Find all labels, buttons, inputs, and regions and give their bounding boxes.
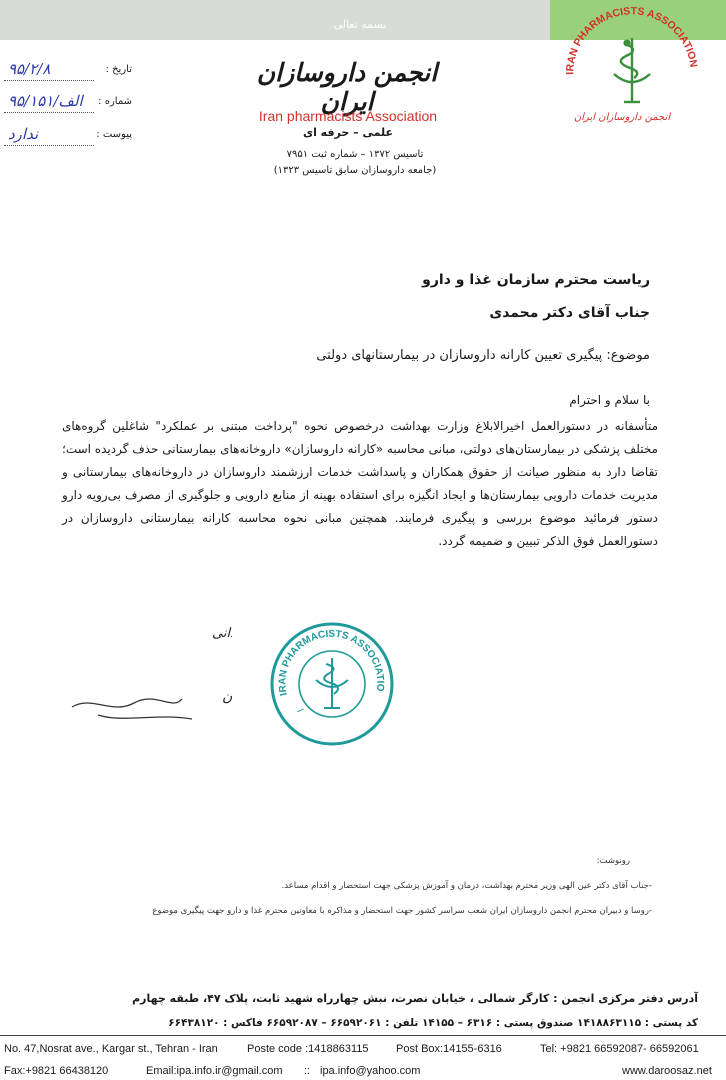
signature-title: ن bbox=[222, 689, 232, 705]
official-seal bbox=[268, 618, 396, 750]
seal-text-fa: ا bbox=[294, 706, 304, 715]
association-logo bbox=[552, 4, 722, 124]
date-label: تاریخ : bbox=[105, 64, 132, 75]
association-name-en: Iran pharmacists Association bbox=[258, 108, 438, 124]
footer-en-row-1 bbox=[0, 1043, 726, 1061]
association-established: تاسیس ۱۳۷۲ – شماره ثبت ۷۹۵۱ bbox=[286, 149, 424, 160]
attachment-line bbox=[4, 145, 94, 146]
footer-fax-en: Fax:+9821 66438120 bbox=[4, 1065, 109, 1077]
logo-graphic bbox=[552, 4, 722, 124]
number-label: شماره : bbox=[98, 96, 132, 107]
recipient-line-2: جناب آقای دکتر محمدی bbox=[489, 305, 650, 321]
date-value: ۹۵/۲/۸ bbox=[8, 60, 51, 78]
recipient-line-1: ریاست محترم سازمان غذا و دارو bbox=[422, 272, 650, 288]
association-subtitle: علمی – حرفه ای bbox=[303, 126, 393, 139]
logo-text-fa: انجمن داروسازان ایران bbox=[573, 112, 671, 123]
seal-graphic bbox=[268, 618, 396, 750]
meta-number bbox=[4, 94, 132, 116]
letter-subject: موضوع: پیگیری تعیین کارانه داروسازان در بیمارستانهای دولتی bbox=[316, 348, 650, 363]
bismillah-text: بسمه تعالی bbox=[333, 18, 387, 31]
footer-contact-fa: کد پستی : ۱۴۱۸۸۶۳۱۱۵ صندوق پستی : ۶۳۱۶ – ۱۴۱۵۵ تلفن : ۶۶۵۹۲۰۶۱ – ۶۶۵۹۲۰۸۷ فاکس : ۶۶۴۳۸۱۲۰ bbox=[168, 1017, 698, 1029]
signature-scribble bbox=[72, 699, 192, 719]
seal-text-en: IRAN PHARMACISTS ASSOCIATIO bbox=[277, 628, 386, 697]
number-line bbox=[4, 112, 94, 113]
signature-graphic bbox=[62, 615, 232, 750]
signature bbox=[62, 615, 232, 750]
footer-en-row-2 bbox=[0, 1065, 726, 1080]
meta-attachment bbox=[4, 127, 132, 149]
caduceus-bowl-icon bbox=[614, 38, 650, 102]
logo-text-en: IRAN PHARMACISTS ASSOCIATION bbox=[564, 5, 700, 75]
attachment-label: پیوست : bbox=[96, 129, 132, 140]
caduceus-bowl-icon bbox=[316, 658, 348, 708]
letter-body: متأسفانه در دستورالعمل اخیرالابلاغ وزارت بهداشت درخصوص نحوه "پرداخت مبتنی بر عملکرد" شاغلین گروه‌های مختلف پزشکی در بیمارستان‌های دولتی، مبانی محاسبه «کارانه داروسازان» داروخانه‌های بیمارستانی حذف گردیده است؛ تقاضا دارد به منظور صیانت از حقوق همکاران و پاسداشت خدمات ارزشمند داروسازان در داروخانه‌های بیمارستانی و مدیریت خدمات دارویی بیمارستان‌ها و ایجاد انگیزه برای استفاده بهینه از منابع دارویی و جلوگیری از مصرف بی‌رویه دارو دستور فرمائید موضوع بررسی و پیگیری فرمایند. همچنین مبانی نحوه محاسبه کارانه بیمارستانی داروسازان در دستورالعمل فوق الذکر تبیین و ضمیمه گردد. bbox=[62, 419, 658, 548]
footer-postcode-en: Poste code :1418863115 bbox=[247, 1043, 369, 1055]
association-former-name: (جامعه داروسازان سابق تاسیس ۱۳۲۳) bbox=[273, 165, 437, 176]
footer-address-fa: آدرس دفتر مرکزی انجمن : کارگر شمالی ، خیابان نصرت، نبش چهارراه شهید ثابت، پلاک ۴۷، طبقه چهارم bbox=[132, 992, 698, 1005]
footer-email-1[interactable]: Email:ipa.info.ir@gmail.com bbox=[146, 1065, 283, 1077]
association-name-fa: انجمن داروسازان ایران bbox=[256, 58, 438, 116]
footer-divider bbox=[0, 1035, 726, 1036]
footer-pobox-en: Post Box:14155-6316 bbox=[396, 1043, 502, 1055]
footer-email-separator: :: bbox=[304, 1065, 311, 1077]
letter-greeting: با سلام و احترام bbox=[569, 393, 650, 407]
number-value: ۹۵/الف/۱۵۱ bbox=[8, 92, 83, 110]
meta-date bbox=[4, 62, 132, 84]
footer-address-en: No. 47,Nosrat ave., Kargar st., Tehran - Iran bbox=[4, 1043, 218, 1055]
signature-name: انی bbox=[212, 626, 231, 641]
header-band-grey bbox=[0, 0, 550, 40]
cc-line-2: -روسا و دبیران محترم انجمن داروسازان ایران شعب سراسر کشور جهت استحضار و مذاکره با معاونین محترم غذا و دارو جهت پیگیری موضوع bbox=[152, 906, 652, 916]
footer-email-2[interactable]: ipa.info@yahoo.com bbox=[320, 1065, 421, 1077]
footer-website[interactable]: www.daroosaz.net bbox=[622, 1065, 712, 1077]
cc-title: رونوشت: bbox=[596, 856, 630, 866]
cc-line-1: -جناب آقای دکتر عین الهی وزیر محترم بهداشت، درمان و آموزش پزشکی جهت استحضار و اقدام مساعد. bbox=[281, 881, 652, 891]
attachment-value: ندارد bbox=[8, 125, 39, 143]
footer-tel-en: Tel: +9821 66592087- 66592061 bbox=[540, 1043, 699, 1055]
date-line bbox=[4, 80, 94, 81]
